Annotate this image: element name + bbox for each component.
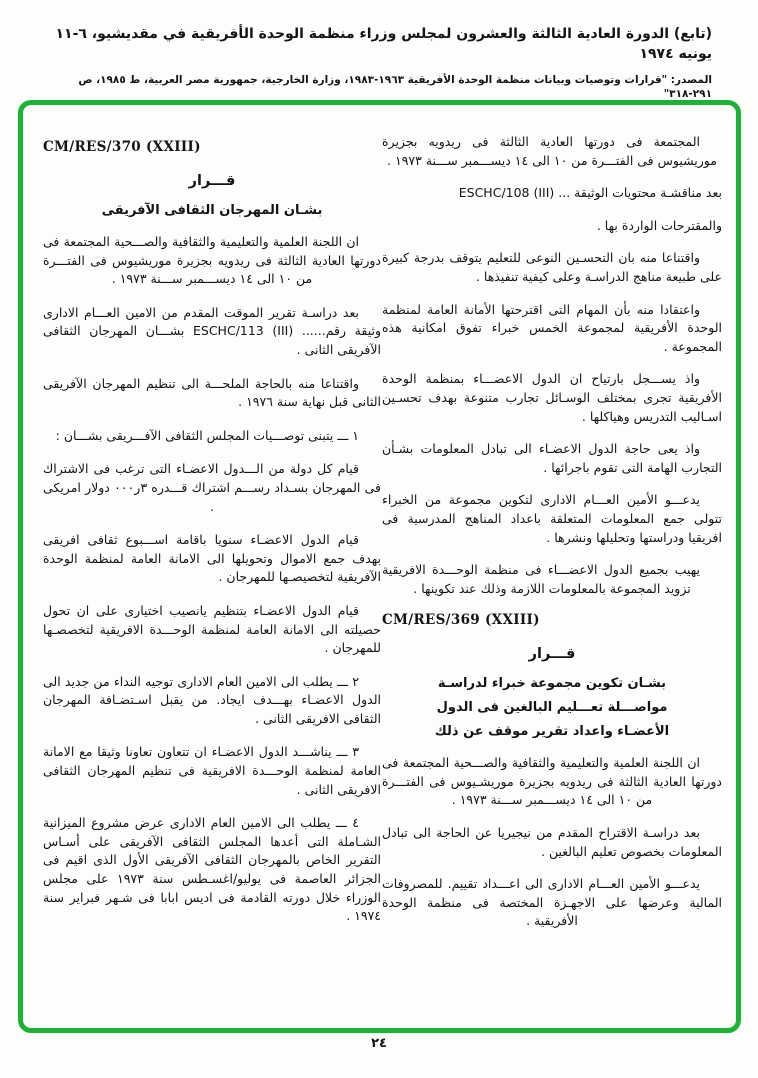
paragraph: يدعـــو الأمين العـــام الادارى لتكوين مجموعة من الخبراء تتولى جمع المعلومات المتعلقة باعداد المناهج المدرسية فى افريقيا ودراستها وتحليلها ونشرها .: [382, 492, 722, 545]
paragraph: يدعـــو الأمين العـــام الادارى الى اعـــداد تقييم. للمصروفات المالية وعرضها على الاجهـزة المختصة فى منظمة الوحدة الأفريقية .: [382, 876, 722, 929]
subtitle-line: الأعضـاء واعداد تقرير موقف عن ذلك: [434, 724, 670, 740]
paragraph: ٤ ـــ يطلب الى الامين العام الادارى عرض مشروع الميزانية الشـاملة التى أعدها المجلس الثقافى الآفريقى على أسـاس التقرير الخاص بالمهرجان الثقافى الآفريقى الأول الذى اقيم فى الجزائر العاصمة فى يوليو/اغسـطس سنة ١٩٧٣ على مجلس الوزراء خلال دورته القادمة فى اديس ابابا فى شـهر فبراير سنة ١٩٧٤ .: [43, 815, 381, 924]
paragraph: يهيب بجميع الدول الاعضـــاء فى منظمة الوحـــدة الافريقية تزويد المجموعة بالمعلومات اللازمة وذلك عند تكوينها .: [382, 562, 700, 596]
resolution-subtitle: [382, 672, 722, 744]
resolution-title: قـــرار: [188, 173, 236, 189]
subtitle-line: مواصـــلة تعـــليم البالغين فى الدول: [436, 700, 668, 716]
paragraph: واذ يعى حاجة الدول الاعضـاء الى تبادل المعلومات بشـأن التجارب الهامة التى تقوم باجرائها .: [382, 441, 722, 475]
content-frame: [18, 100, 741, 1033]
resolution-title: قـــرار: [528, 646, 576, 663]
paragraph: والمقترحات الواردة بها .: [596, 217, 722, 233]
paragraph: واقتناعا منه بان التحسـين النوعى للتعليم يتوقف بدرجة كبيرة على طبيعة مناهج الدراسـة وعلى كيفية تنفيذها .: [382, 250, 722, 284]
paragraph: واقتناعا منه بالحاجة الملحـــة الى تنظيم المهرجان الآفريقى الثانى قبل نهاية سنة ١٩٧٦ .: [43, 375, 381, 410]
column-left: [43, 105, 381, 1033]
column-right: [382, 105, 722, 1033]
source-citation: المصدر: "قرارات وتوصيات وبيانات منظمة الوحدة الأفريقية ١٩٦٣-١٩٨٣، وزارة الخارجية، جمهورية مصر العربية، ط ١٩٨٥، ص ٢٩١-٣١٨": [78, 74, 712, 100]
paragraph: ٢ ـــ يطلب الى الامين العام الادارى توجيه النداء من جديد الى الدول الاعضـاء بهـــدف ايجاد. من يقبل اسـتضـافة المهرجان الثقافى الافريقى الثانى .: [43, 673, 381, 726]
page-number: ٢٤: [371, 1036, 387, 1051]
resolution-code-369: CM/RES/369 (XXIII): [382, 612, 540, 629]
resolution-code-370: CM/RES/370 (XXIII): [43, 139, 201, 155]
paragraph: ان اللجنة العلمية والتعليمية والثقافية والصـــحية المجتمعة فى دورتها العادية الثالثة فى ريدويه بجزيرة موريشيوس فى الفتـــرة من ١٠ الى ١٤ ديســـمبر ســـنة ١٩٧٣ .: [43, 234, 381, 287]
paragraph: قيام الدول الاعضـاء بتنظيم يانصيب اختيارى على ان تحول حصيلته الى الامانة العامة لمنظمة الوحـــدة الافريقية لتخصصـها للمهرجان .: [43, 602, 381, 656]
paragraph: واعتقادا منه بأن المهام التى اقترحتها الأمانة العامة لمنظمة الوحدة الأفريقية لمجموعة الخمس خبراء تفوق امكانية هذه المجموعة .: [382, 301, 722, 354]
paragraph: المجتمعة فى دورتها العادية الثالثة فى ريدويه بجزيرة موريشيوس فى الفتـــرة من ١٠ الى ١٤ ديســـمبر ســـنة ١٩٧٣ .: [382, 134, 717, 168]
subtitle-line: بشـان تكوين مجموعة خبراء لدراسـة: [437, 676, 667, 692]
paragraph: بعد دراسـة تقرير الموقت المقدم من الامين العـــام الادارى وثيقة رقم...... ESCHC/113 (III) بشـــان المهرجان الثقافى الآفريقى الثانى .: [43, 304, 381, 357]
paragraph: قيام الدول الاعضـاء سنويا باقامة اســـبوع ثقافى افريقى بهدف جمع الاموال وتحويلها الى الامانة العامة لمنظمة الوحدة الآفريقية لتخصيصـها للمهرجان .: [43, 532, 381, 585]
paragraph: قيام كل دولة من الـــدول الاعضـاء التى ترغب فى الاشتراك فى المهرجان بسـداد رســـم اشتراك قـــدره ٣ر٠٠٠ دولار امريكى .: [43, 461, 381, 514]
paragraph: ١ ـــ يتبنى توصـــيات المجلس الثقافى الآفـــريقى بشـــان :: [55, 427, 359, 443]
paragraph: ٣ ـــ يناشـــد الدول الاعضـاء ان تتعاون تعاونا وثيقا مع الامانة العامة لمنظمة الوحـــدة الافريقية فى تنظيم المهرجان الثقافى الافريقى الثانى .: [43, 744, 381, 797]
paragraph: بعد دراسـة الاقتراح المقدم من نيجيريا عن الحاجة الى تبادل المعلومات بخصوص تعليم البالغين .: [382, 825, 722, 859]
page-header: [30, 24, 712, 101]
paragraph: ان اللجنة العلمية والتعليمية والثقافية والصـــحية المجتمعة فى دورتها العادية الثالثة فى ريدويه بجزيرة موريشـيوس فى الفتـــرة من ١٠ الى ١٤ ديســـمبر ســـنة ١٩٧٣ .: [382, 755, 722, 808]
paragraph: واذ يســـجل بارتياح ان الدول الاعضـــاء بمنظمة الوحدة الأفريقية تجرى بمختلف الوسـائل تجارب متنوعة بهدف تحسـين اسـاليب التدريس وهياكلها .: [382, 371, 722, 424]
resolution-subtitle: بشـان المهرجان الثقافى الآفريقى: [101, 203, 323, 218]
session-title: (تابع) الدورة العادية الثالثة والعشرون لمجلس وزراء منظمة الوحدة الأفريقية في مقديشيو، ٦-١١ يونيه ١٩٧٤: [55, 26, 712, 62]
paragraph-document-ref: بعد مناقشـة محتويات الوثيقة ... ESCHC/108 (III): [458, 185, 722, 201]
